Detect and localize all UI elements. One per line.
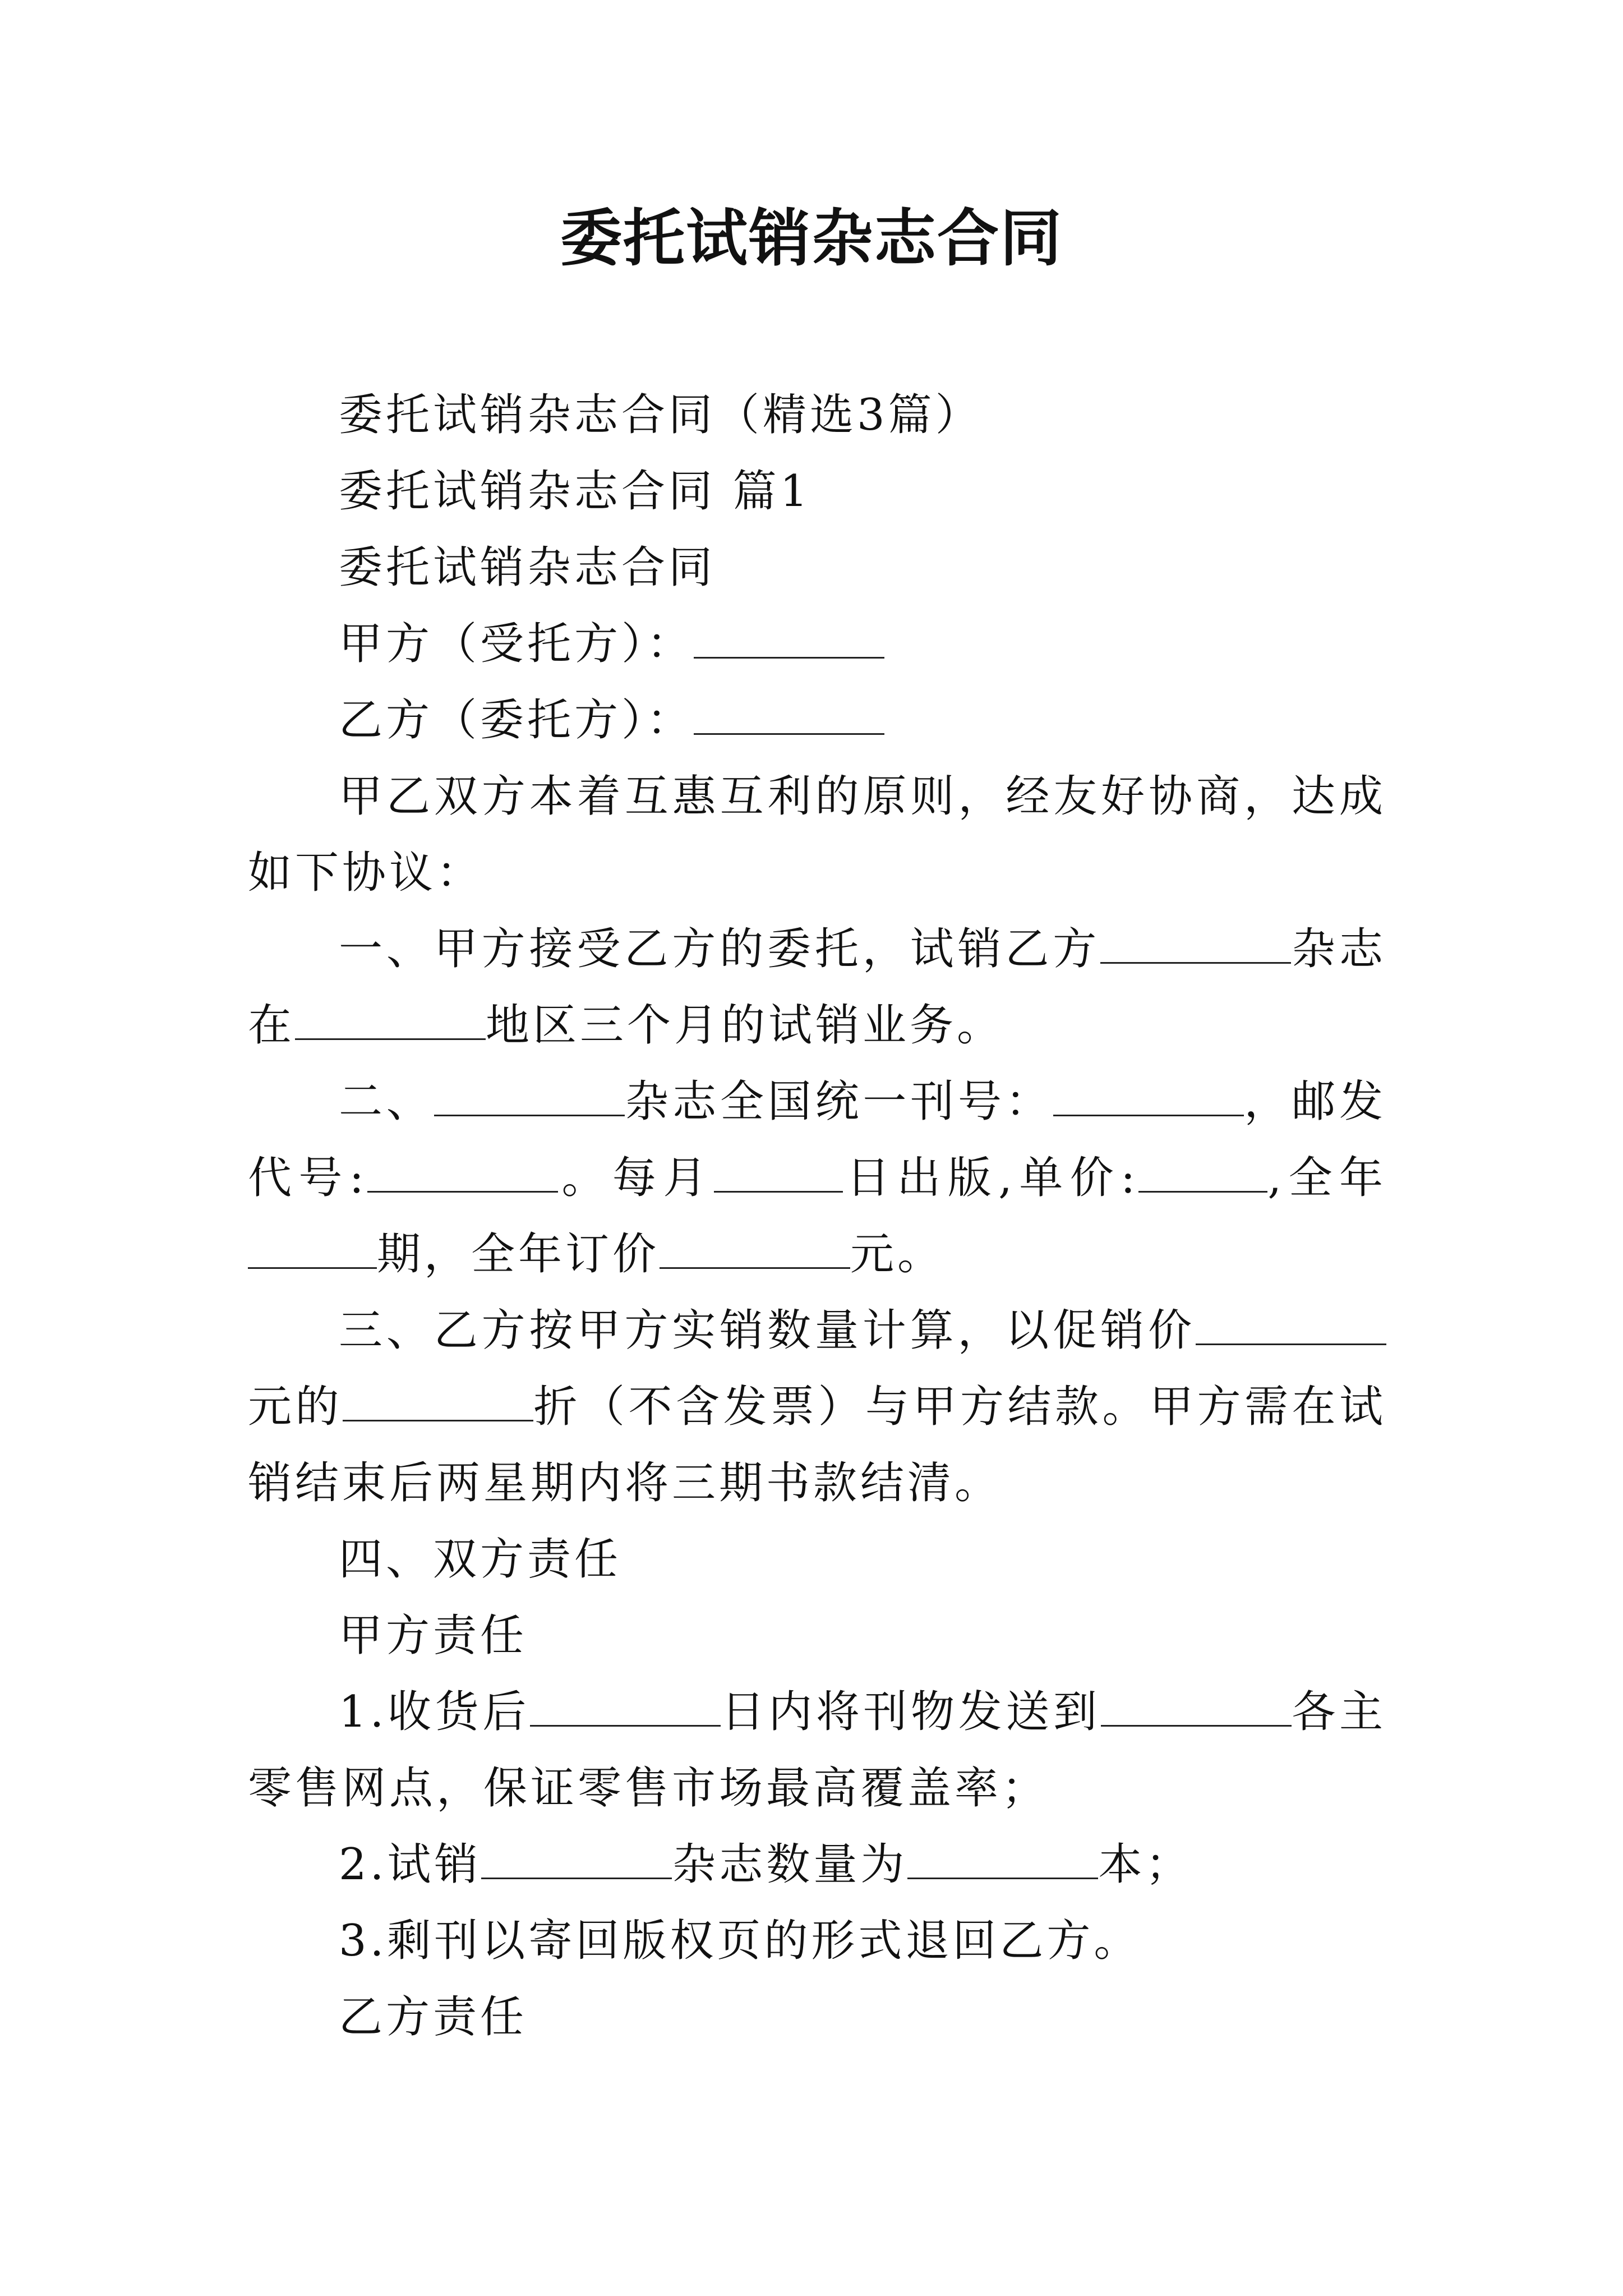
intro-text: 甲乙双方本着互惠互利的原则，经友好协商，达成如下协议： <box>248 771 1386 898</box>
clause-1-magazine-blank <box>1100 927 1291 964</box>
contract-heading <box>248 530 1386 606</box>
clause-2-text-a: 二、 <box>339 1076 434 1127</box>
party-a-line <box>248 606 1386 682</box>
clause-4-heading-text: 四、双方责任 <box>339 1534 622 1585</box>
duty-3 <box>248 1903 1386 1979</box>
party-b-label: 乙方（委托方）： <box>339 695 694 746</box>
clause-2-text-h: 元。 <box>850 1229 945 1280</box>
subtitle-line <box>248 377 1386 453</box>
clause-2-issn-blank <box>1053 1080 1244 1116</box>
clause-2-day-blank <box>714 1156 843 1193</box>
duty-1-location-blank <box>1101 1690 1292 1727</box>
clause-3 <box>248 1292 1386 1521</box>
clause-1-text-b: 杂志在 <box>248 924 1386 1051</box>
part-heading <box>248 453 1386 530</box>
clause-2-text-f: ,全年 <box>1267 1153 1386 1203</box>
document-body <box>248 377 1386 2055</box>
clause-2-text-e: 日出版,单价: <box>842 1153 1139 1203</box>
part-heading-text: 委托试销杂志合同 篇1 <box>339 466 811 517</box>
duty-1-text-b: 日内将刊物发送到 <box>720 1687 1101 1737</box>
subtitle-text: 委托试销杂志合同（精选3篇） <box>339 390 983 440</box>
duty-2-magazine-blank <box>481 1843 672 1879</box>
clause-1-region-blank <box>295 1004 486 1040</box>
clause-2-magazine-blank <box>434 1080 625 1116</box>
clause-2-text-c: ，邮发代号: <box>248 1076 1386 1203</box>
duty-1-text-c: 各主零售网点，保证零售市场最高覆盖率； <box>248 1687 1386 1814</box>
clause-1-text-c: 地区三个月的试销业务。 <box>486 1000 1004 1051</box>
duty-2 <box>248 1826 1386 1903</box>
clause-1-text-a: 一、甲方接受乙方的委托，试销乙方 <box>339 924 1101 974</box>
duty-1-text-a: 1.收货后 <box>339 1687 530 1737</box>
duty-1-days-blank <box>530 1690 721 1727</box>
clause-3-text-b: 元的 <box>248 1382 343 1432</box>
party-a-blank <box>694 622 884 659</box>
clause-1 <box>248 911 1386 1064</box>
clause-2-text-g: 期，全年订价 <box>377 1229 660 1280</box>
clause-4-heading <box>248 1521 1386 1598</box>
intro-paragraph <box>248 758 1386 911</box>
clause-2-issues-blank <box>248 1232 377 1269</box>
clause-2-text-b: 杂志全国统一刊号： <box>624 1076 1053 1127</box>
clause-3-promo-price-blank <box>1196 1309 1386 1345</box>
clause-2-postal-code-blank <box>367 1156 558 1193</box>
clause-3-text-a: 三、乙方按甲方实销数量计算，以促销价 <box>339 1305 1196 1356</box>
party-b-blank <box>694 698 884 735</box>
duty-2-text-a: 2.试销 <box>339 1839 482 1890</box>
party-a-duty-heading-text: 甲方责任 <box>339 1611 528 1661</box>
duty-3-text: 3.剩刊以寄回版权页的形式退回乙方。 <box>339 1916 1141 1966</box>
party-b-duty-heading <box>248 1979 1386 2055</box>
document-title: 委托试销杂志合同 <box>560 202 1063 274</box>
duty-2-text-c: 本； <box>1098 1839 1193 1890</box>
clause-2-text-d: 。每月 <box>558 1153 714 1203</box>
duty-2-text-b: 杂志数量为 <box>672 1839 908 1890</box>
party-a-label: 甲方（受托方）： <box>339 619 694 669</box>
party-a-duty-heading <box>248 1598 1386 1674</box>
party-b-line <box>248 682 1386 758</box>
party-b-duty-heading-text: 乙方责任 <box>339 1992 528 2042</box>
duty-2-quantity-blank <box>907 1843 1098 1879</box>
clause-2 <box>248 1064 1386 1292</box>
clause-3-discount-blank <box>343 1385 533 1421</box>
clause-2-price-blank <box>1138 1156 1267 1193</box>
clause-2-annual-price-blank <box>660 1232 850 1269</box>
clause-3-text-c: 折（不含发票）与甲方结款。甲方需在试销结束后两星期内将三期书款结清。 <box>248 1382 1386 1508</box>
duty-1 <box>248 1674 1386 1826</box>
contract-heading-text: 委托试销杂志合同 <box>339 542 716 593</box>
